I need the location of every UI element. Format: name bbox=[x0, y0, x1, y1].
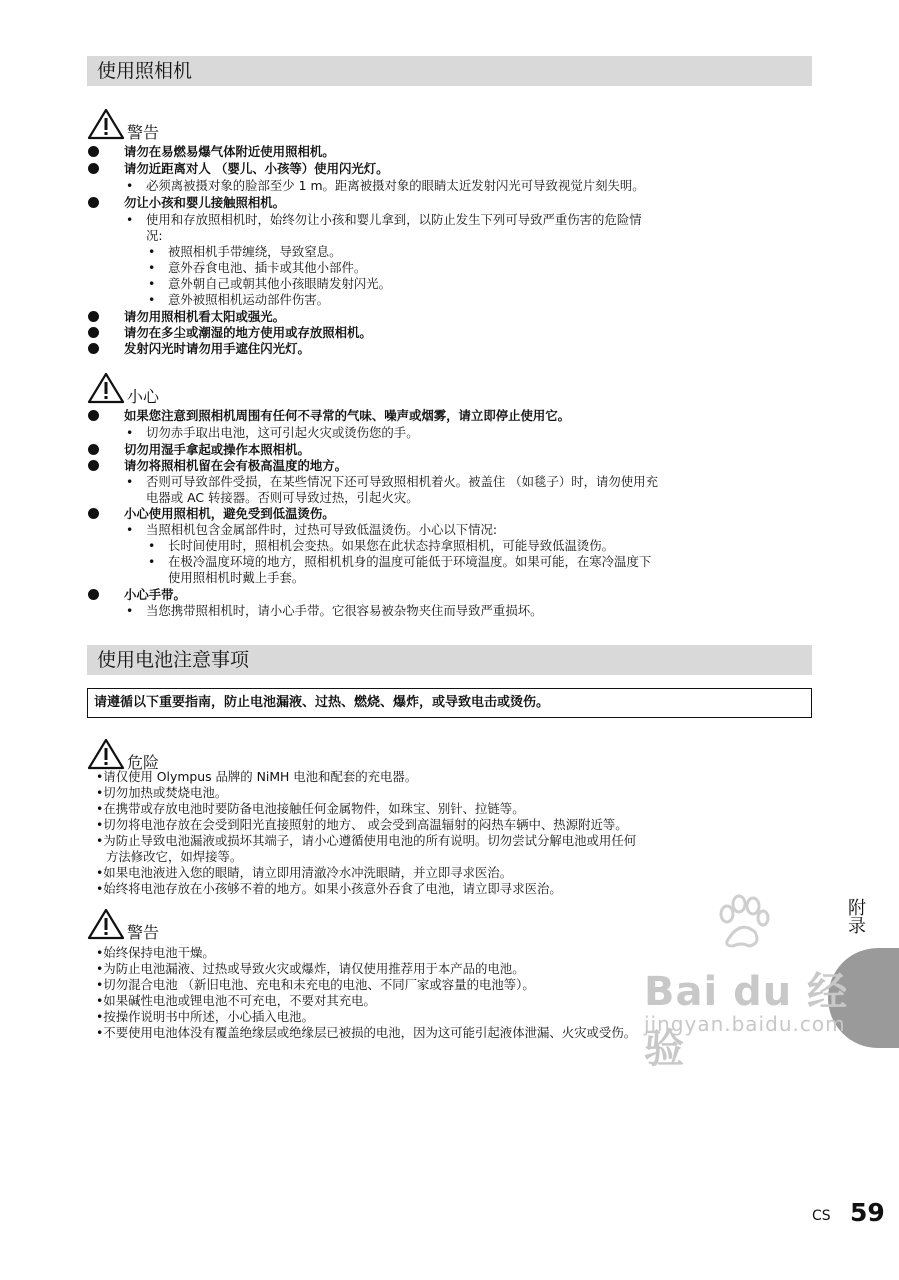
list-item: •始终将电池存放在小孩够不着的地方。如果小孩意外吞食了电池，请立即寻求医治。 bbox=[96, 881, 562, 896]
warning-triangle-icon bbox=[87, 108, 125, 140]
footer-language: CS bbox=[812, 1208, 831, 1224]
section-title-camera: 使用照相机 bbox=[87, 56, 812, 86]
watermark-url: jingyan.baidu.com bbox=[644, 1012, 846, 1036]
bullet-dot-icon bbox=[88, 444, 99, 455]
list-item: •如果碱性电池或锂电池不可充电，不要对其充电。 bbox=[96, 993, 376, 1008]
sub-item: 况: bbox=[146, 228, 163, 243]
bullet-dot-icon bbox=[88, 163, 99, 174]
sub-bullet: • bbox=[126, 425, 134, 440]
warning-triangle-icon bbox=[87, 372, 125, 404]
sub-bullet: • bbox=[126, 474, 134, 489]
list-item: 小心手带。 bbox=[124, 587, 186, 602]
notice-box: 请遵循以下重要指南，防止电池漏液、过热、燃烧、爆炸，或导致电击或烫伤。 bbox=[87, 688, 812, 718]
sub-sub-item: 意外吞食电池、插卡或其他小部件。 bbox=[168, 260, 367, 275]
caution-heading bbox=[87, 372, 207, 406]
warning-triangle-icon bbox=[87, 908, 125, 940]
warning-heading bbox=[87, 108, 207, 142]
list-item: •切勿将电池存放在会受到阳光直接照射的地方、 或会受到高温辐射的闷热车辆中、热源附近等。 bbox=[96, 817, 628, 832]
list-item: 请勿用照相机看太阳或强光。 bbox=[124, 309, 286, 324]
list-item: 切勿用湿手拿起或操作本照相机。 bbox=[124, 442, 310, 457]
list-item: 发射闪光时请勿用手遮住闪光灯。 bbox=[124, 341, 310, 356]
list-item: 如果您注意到照相机周围有任何不寻常的气味、噪声或烟雾，请立即停止使用它。 bbox=[124, 408, 571, 423]
bullet-dot-icon bbox=[88, 508, 99, 519]
baidu-watermark bbox=[644, 960, 874, 1072]
sub-bullet: • bbox=[148, 244, 156, 259]
sub-bullet: • bbox=[148, 260, 156, 275]
list-item: •切勿加热或焚烧电池。 bbox=[96, 785, 228, 800]
bullet-dot-icon bbox=[88, 197, 99, 208]
section-title-battery: 使用电池注意事项 bbox=[87, 645, 812, 675]
list-item: 勿让小孩和婴儿接触照相机。 bbox=[124, 195, 286, 210]
list-item: •在携带或存放电池时要防备电池接触任何金属物件，如珠宝、别针、拉链等。 bbox=[96, 801, 525, 816]
list-item: 请勿在易燃易爆气体附近使用照相机。 bbox=[124, 144, 335, 159]
warning-heading-text: 警告 bbox=[127, 123, 160, 142]
bullet-dot-icon bbox=[88, 327, 99, 338]
battery-warning-heading-text: 警告 bbox=[127, 923, 160, 942]
appendix-label: 附录 bbox=[845, 898, 866, 934]
list-item: •切勿混合电池 （新旧电池、充电和未充电的电池、不同厂家或容量的电池等）。 bbox=[96, 977, 535, 992]
sub-bullet: • bbox=[148, 554, 156, 569]
list-item: •为防止导致电池漏液或损坏其端子，请小心遵循使用电池的所有说明。切勿尝试分解电池或用任何 bbox=[96, 833, 637, 848]
list-item: 方法修改它，如焊接等。 bbox=[106, 849, 243, 864]
danger-heading bbox=[87, 738, 207, 772]
sub-bullet: • bbox=[148, 276, 156, 291]
list-item: •按操作说明书中所述，小心插入电池。 bbox=[96, 1009, 314, 1024]
list-item: •始终保持电池干燥。 bbox=[96, 945, 215, 960]
bullet-dot-icon bbox=[88, 311, 99, 322]
warning-triangle-icon bbox=[87, 738, 125, 770]
sub-item: 切勿赤手取出电池，这可引起火灾或烫伤您的手。 bbox=[146, 425, 419, 440]
danger-heading-text: 危险 bbox=[127, 753, 160, 772]
bullet-dot-icon bbox=[88, 343, 99, 354]
page-number: 59 bbox=[850, 1198, 885, 1227]
sub-sub-item: 意外被照相机运动部件伤害。 bbox=[168, 292, 330, 307]
bullet-dot-icon bbox=[88, 589, 99, 600]
caution-heading-text: 小心 bbox=[127, 387, 160, 406]
sub-bullet: • bbox=[148, 538, 156, 553]
sub-item: 电器或 AC 转接器。否则可导致过热，引起火灾。 bbox=[146, 490, 419, 505]
sub-sub-item: 长时间使用时，照相机会变热。如果您在此状态持拿照相机，可能导致低温烫伤。 bbox=[168, 538, 615, 553]
list-item: •请仅使用 Olympus 品牌的 NiMH 电池和配套的充电器。 bbox=[96, 769, 418, 784]
sub-item: 否则可导致部件受损，在某些情况下还可导致照相机着火。被盖住 （如毯子）时，请勿使用充 bbox=[146, 474, 658, 489]
list-item: 小心使用照相机，避免受到低温烫伤。 bbox=[124, 506, 335, 521]
sub-bullet: • bbox=[126, 178, 134, 193]
sub-item: 必须离被摄对象的脸部至少 1 m。距离被摄对象的眼睛太近发射闪光可导致视觉片刻失明。 bbox=[146, 178, 645, 193]
bullet-dot-icon bbox=[88, 460, 99, 471]
sub-sub-item: 被照相机手带缠绕，导致窒息。 bbox=[168, 244, 342, 259]
sub-item: 使用和存放照相机时，始终勿让小孩和婴儿拿到，以防止发生下列可导致严重伤害的危险情 bbox=[146, 212, 642, 227]
sub-sub-item: 在极冷温度环境的地方，照相机机身的温度可能低于环境温度。如果可能，在寒冷温度下 bbox=[168, 554, 652, 569]
sub-bullet: • bbox=[126, 603, 134, 618]
battery-warning-heading bbox=[87, 908, 207, 942]
sub-item: 当您携带照相机时，请小心手带。它很容易被杂物夹住而导致严重损坏。 bbox=[146, 603, 543, 618]
list-item: 请勿在多尘或潮湿的地方使用或存放照相机。 bbox=[124, 325, 372, 340]
watermark-brand: Bai du 经验 bbox=[644, 969, 849, 1072]
list-item: •如果电池液进入您的眼睛，请立即用清澈冷水冲洗眼睛，并立即寻求医治。 bbox=[96, 865, 513, 880]
sub-bullet: • bbox=[148, 292, 156, 307]
list-item: •不要使用电池体没有覆盖绝缘层或绝缘层已被损的电池，因为这可能引起液体泄漏、火灾或受伤。 bbox=[96, 1025, 637, 1040]
sub-bullet: • bbox=[126, 522, 134, 537]
sub-sub-item: 使用照相机时戴上手套。 bbox=[168, 570, 305, 585]
bullet-dot-icon bbox=[88, 146, 99, 157]
bullet-dot-icon bbox=[88, 410, 99, 421]
sub-item: 当照相机包含金属部件时，过热可导致低温烫伤。小心以下情况: bbox=[146, 522, 498, 537]
list-item: •为防止电池漏液、过热或导致火灾或爆炸，请仅使用推荐用于本产品的电池。 bbox=[96, 961, 525, 976]
paw-logo-icon bbox=[713, 892, 773, 952]
sub-bullet: • bbox=[126, 212, 134, 227]
list-item: 请勿将照相机留在会有极高温度的地方。 bbox=[124, 458, 348, 473]
list-item: 请勿近距离对人 （婴儿、小孩等）使用闪光灯。 bbox=[124, 161, 389, 176]
sub-sub-item: 意外朝自己或朝其他小孩眼睛发射闪光。 bbox=[168, 276, 392, 291]
